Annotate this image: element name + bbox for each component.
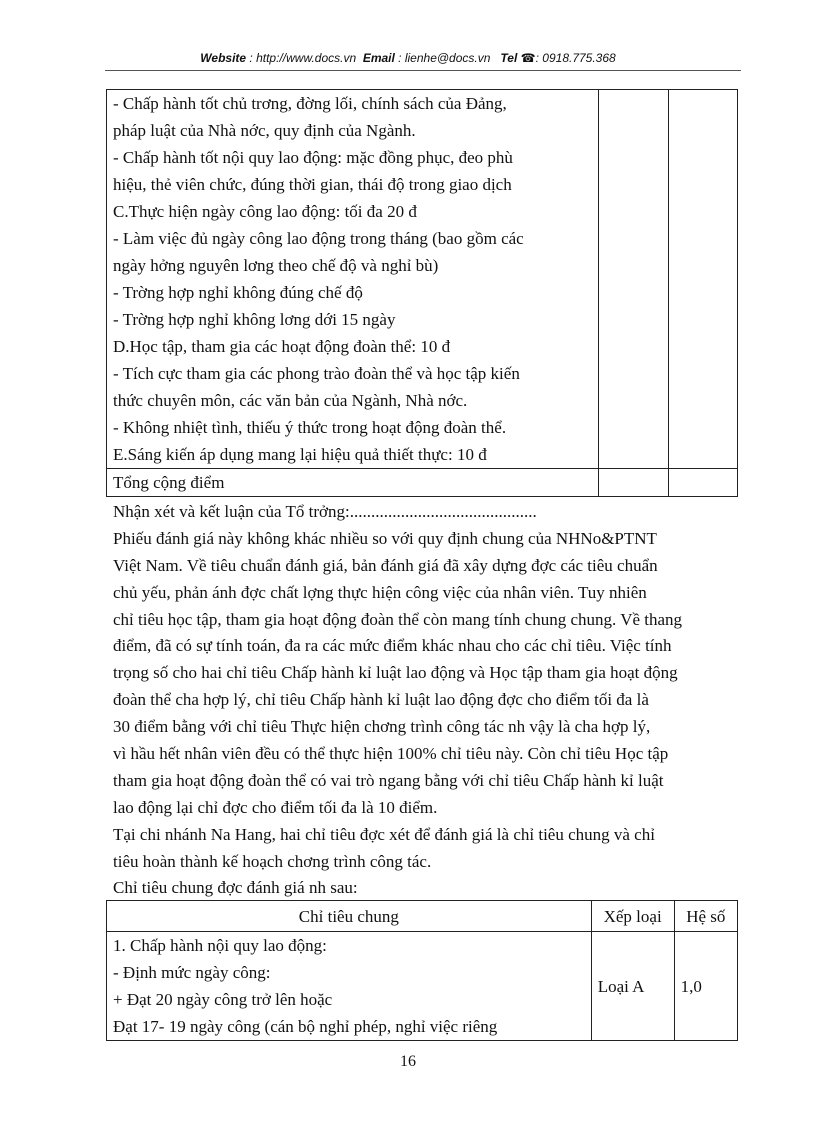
criteria-line: Đạt 17- 19 ngày công (cán bộ nghỉ phép, nghỉ việc riêng xyxy=(113,1017,498,1036)
criteria-line: D.Học tập, tham gia các hoạt động đoàn thể: 10 đ xyxy=(113,337,451,356)
email-label: Email xyxy=(362,51,395,65)
paragraph-line: Phiếu đánh giá này không khác nhiều so với quy định chung của NHNo&PTNT xyxy=(113,528,657,548)
paragraph-line: Việt Nam. Về tiêu chuẩn đánh giá, bản đánh giá đã xây dựng đợc các tiêu chuẩn xyxy=(113,555,658,575)
total-row xyxy=(107,469,738,497)
criteria-line: - Tích cực tham gia các phong trào đoàn thể và học tập kiến xyxy=(113,364,520,383)
table-row xyxy=(107,932,738,1041)
criteria-line: - Không nhiệt tình, thiếu ý thức trong hoạt động đoàn thể. xyxy=(113,418,507,437)
score-cell xyxy=(599,90,668,469)
email-value: : lienhe@docs.vn xyxy=(398,51,491,65)
criteria-line: - Chấp hành tốt nội quy lao động: mặc đồng phục, đeo phù xyxy=(113,148,513,167)
criteria-line: - Chấp hành tốt chủ trơng, đờng lối, chính sách của Đảng, xyxy=(113,94,507,113)
criteria-line: thức chuyên môn, các văn bản của Ngành, Nhà nớc. xyxy=(113,391,468,410)
criteria-line: - Trờng hợp nghỉ không đúng chế độ xyxy=(113,283,363,302)
tel-value: : 0918.775.368 xyxy=(535,51,616,65)
criteria-line: pháp luật của Nhà nớc, quy định của Ngành. xyxy=(113,121,416,140)
paragraph-line: chỉ tiêu học tập, tham gia hoạt động đoàn thể còn mang tính chung chung. Về thang xyxy=(113,609,683,629)
page-number: 16 xyxy=(400,1053,416,1070)
evaluation-table xyxy=(106,89,738,497)
paragraph-line: chủ yếu, phản ánh đợc chất lợng thực hiện công việc của nhân viên. Tuy nhiên xyxy=(113,582,647,602)
paragraph-line: vì hầu hết nhân viên đều có thể thực hiện 100% chỉ tiêu này. Còn chỉ tiêu Học tập xyxy=(113,744,669,764)
paragraph-line: 30 điểm bằng với chỉ tiêu Thực hiện chơng trình công tác nh vậy là cha hợp lý, xyxy=(113,717,651,737)
header-coefficient: Hệ số xyxy=(674,901,737,932)
header-divider xyxy=(105,70,741,71)
website-label: Website xyxy=(200,51,247,65)
tel-label: Tel xyxy=(500,51,518,65)
total-label: Tổng cộng điểm xyxy=(113,473,225,492)
paragraph-line: tiêu hoàn thành kế hoạch chơng trình công tác. xyxy=(113,851,432,871)
coefficient-cell: 1,0 xyxy=(674,932,737,1041)
criteria-line: + Đạt 20 ngày công trở lên hoặc xyxy=(113,990,333,1009)
paragraph-line: Tại chi nhánh Na Hang, hai chỉ tiêu đợc xét để đánh giá là chỉ tiêu chung và chỉ xyxy=(113,824,655,844)
grade-cell: Loại A xyxy=(591,932,674,1041)
criteria-line: 1. Chấp hành nội quy lao động: xyxy=(113,936,327,955)
header-criteria: Chỉ tiêu chung xyxy=(107,901,592,932)
total-label-cell xyxy=(107,469,599,497)
header-row xyxy=(107,901,738,932)
paragraph-line: lao động lại chỉ đợc cho điểm tối đa là 10 điểm. xyxy=(113,797,438,817)
paragraph-line: trọng số cho hai chỉ tiêu Chấp hành kỉ luật lao động và Học tập tham gia hoạt động xyxy=(113,663,678,683)
website-value: : http://www.docs.vn xyxy=(249,51,357,65)
paragraph-line: tham gia hoạt động đoàn thể có vai trò ngang bằng với chỉ tiêu Chấp hành kỉ luật xyxy=(113,770,664,790)
header-grade: Xếp loại xyxy=(591,901,674,932)
criteria-cell xyxy=(107,932,592,1041)
phone-icon: ☎ xyxy=(520,51,536,65)
criteria-line: ngày hởng nguyên lơng theo chế độ và nghỉ bù) xyxy=(113,256,439,275)
paragraph-line: Nhận xét và kết luận của Tổ trởng:............................................ xyxy=(113,502,537,521)
criteria-line: - Định mức ngày công: xyxy=(113,963,271,982)
page-header xyxy=(0,51,816,65)
criteria-line: E.Sáng kiến áp dụng mang lại hiệu quả thiết thực: 10 đ xyxy=(113,445,487,464)
paragraph-line: đoàn thể cha hợp lý, chỉ tiêu Chấp hành kỉ luật lao động đợc cho điểm tối đa là xyxy=(113,690,649,710)
paragraph-line: điểm, đã có sự tính toán, đa ra các mức điểm khác nhau cho các chỉ tiêu. Việc tính xyxy=(113,636,672,656)
total-score-cell xyxy=(599,469,668,497)
table-row xyxy=(107,90,738,469)
criteria-line: hiệu, thẻ viên chức, đúng thời gian, thái độ trong giao dịch xyxy=(113,175,512,194)
score-cell xyxy=(668,90,737,469)
criteria-line: - Trờng hợp nghỉ không lơng dới 15 ngày xyxy=(113,310,396,329)
criteria-line: - Làm việc đủ ngày công lao động trong tháng (bao gồm các xyxy=(113,229,524,248)
general-criteria-table xyxy=(106,900,738,1041)
body-text xyxy=(113,499,743,902)
total-score-cell xyxy=(668,469,737,497)
paragraph-line: Chỉ tiêu chung đợc đánh giá nh sau: xyxy=(113,878,358,898)
criteria-line: C.Thực hiện ngày công lao động: tối đa 20 đ xyxy=(113,202,417,221)
criteria-cell xyxy=(107,90,599,469)
